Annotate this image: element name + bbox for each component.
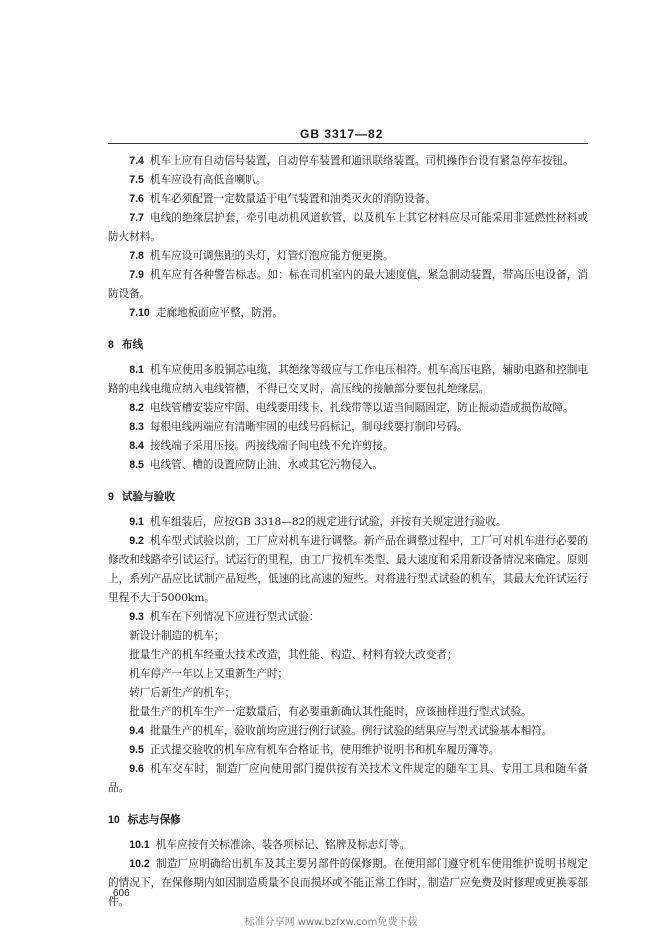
clause-9-5: 9.5 正式提交验收的机车应有机车合格证书，使用维护说明书和机车履历簿等。 — [129, 744, 500, 756]
clause-9-1: 9.1 机车组装后，应按GB 3318—82的规定进行试验，并按有关规定进行验收。 — [129, 516, 507, 528]
clause-7-9: 7.9 机车应有各种警告标志。如：标在司机室内的最大速度值，紧急制动装置，带高压电设备，消防设备。 — [108, 269, 588, 300]
clause-9-3-sub-4: 转厂后新生产的机车； — [129, 687, 236, 699]
header-rule — [108, 143, 588, 144]
clause-9-4: 9.4 批量生产的机车，验收前均应进行例行试验。例行试验的结果应与型式试验基本相符。 — [129, 725, 553, 737]
clause-9-6: 9.6 机车交车时，制造厂应向使用部门提供按有关技术文件规定的随车工具、专用工具和随车备品。 — [108, 763, 588, 794]
clause-7-7: 7.7 电线的绝缘层护套，牵引电动机风道软管，以及机车上其它材料应尽可能采用非延燃性材料或防火材料。 — [108, 212, 588, 243]
clause-7-6: 7.6 机车必须配置一定数量适于电气装置和油类灭火的消防设备。 — [129, 193, 436, 205]
clause-8-3: 8.3 每根电线两端应有清晰牢固的电线号码标记，制母线要打制印号码。 — [129, 421, 468, 433]
clause-9-3-sub-5: 批量生产的机车生产一定数量后，有必要重新确认其性能时，应该抽样进行型式试验。 — [129, 706, 532, 718]
clause-7-4: 7.4 机车上应有自动信号装置，自动停车装置和通讯联络装置。司机操作台设有紧急停车按钮。 — [129, 155, 574, 167]
standard-code-header: GB 3317—82 — [300, 127, 384, 141]
clause-8-5: 8.5 电线管、槽的设置应防止油、水或其它污物侵入。 — [129, 459, 383, 471]
watermark-footer: 标准分享网 www.bzfxw.com免费下载 — [244, 917, 418, 928]
clause-7-8: 7.8 机车应设可调焦距的头灯，灯管灯泡应能方便更换。 — [129, 250, 394, 262]
clause-9-3-sub-1: 新设计制造的机车； — [129, 630, 225, 642]
section-8-heading: 8 布线 — [108, 339, 144, 351]
clause-9-3-sub-3: 机车停产一年以上又重新生产时； — [129, 668, 289, 680]
clause-7-10: 7.10 走廊地板面应平整，防滑。 — [129, 307, 283, 319]
page-number: 606 — [113, 888, 130, 899]
clause-8-1: 8.1 机车应使用多股铜芯电缆，其绝缘等级应与工作电压相符。机车高压电路，辅助电路和控制电路的电线电缆应纳入电线管槽，不得已交叉时，高压线的接触部分要包扎绝缘层。 — [108, 364, 588, 395]
clause-8-2: 8.2 电线管槽安装应牢固、电线要用线卡、扎线带等以适当间隔固定，防止振动造成损伤故障。 — [129, 402, 574, 414]
section-10-heading: 10 标志与保修 — [108, 814, 181, 826]
document-body — [108, 152, 588, 912]
clause-9-2: 9.2 机车型式试验以前，工厂应对机车进行调整。新产品在调整过程中，工厂可对机车进行必要的修改和线路牵引试运行。试运行的里程，由工厂按机车类型、最大速度和采用新设备情况来确定。原则上，系列产品应比试制产品短些，低速的比高速的短些。对将进行型式试验的机车，其最大允许试运行里程不大于5000km。 — [108, 535, 588, 604]
clause-9-3-sub-2: 批量生产的机车经重大技术改造，其性能、构造、材料有较大改变者； — [129, 649, 458, 661]
clause-10-2: 10.2 制造厂应明确给出机车及其主要另部件的保修期。在使用部门遵守机车使用维护说明书规定的情况下，在保修期内如因制造质量不良而损坏或不能正常工作时，制造厂应免费及时修理或更换零部件。 — [108, 858, 588, 908]
clause-7-5: 7.5 机车应设有高低音喇叭。 — [129, 174, 267, 186]
section-9-heading: 9 试验与验收 — [108, 491, 175, 503]
clause-9-3: 9.3 机车在下列情况下应进行型式试验： — [129, 611, 320, 623]
clause-10-1: 10.1 机车应按有关标准涂、装各项标记、铭牌及标志灯等。 — [129, 839, 411, 851]
clause-8-4: 8.4 接线端子采用压接。两接线端子间电线不允许剪接。 — [129, 440, 394, 452]
